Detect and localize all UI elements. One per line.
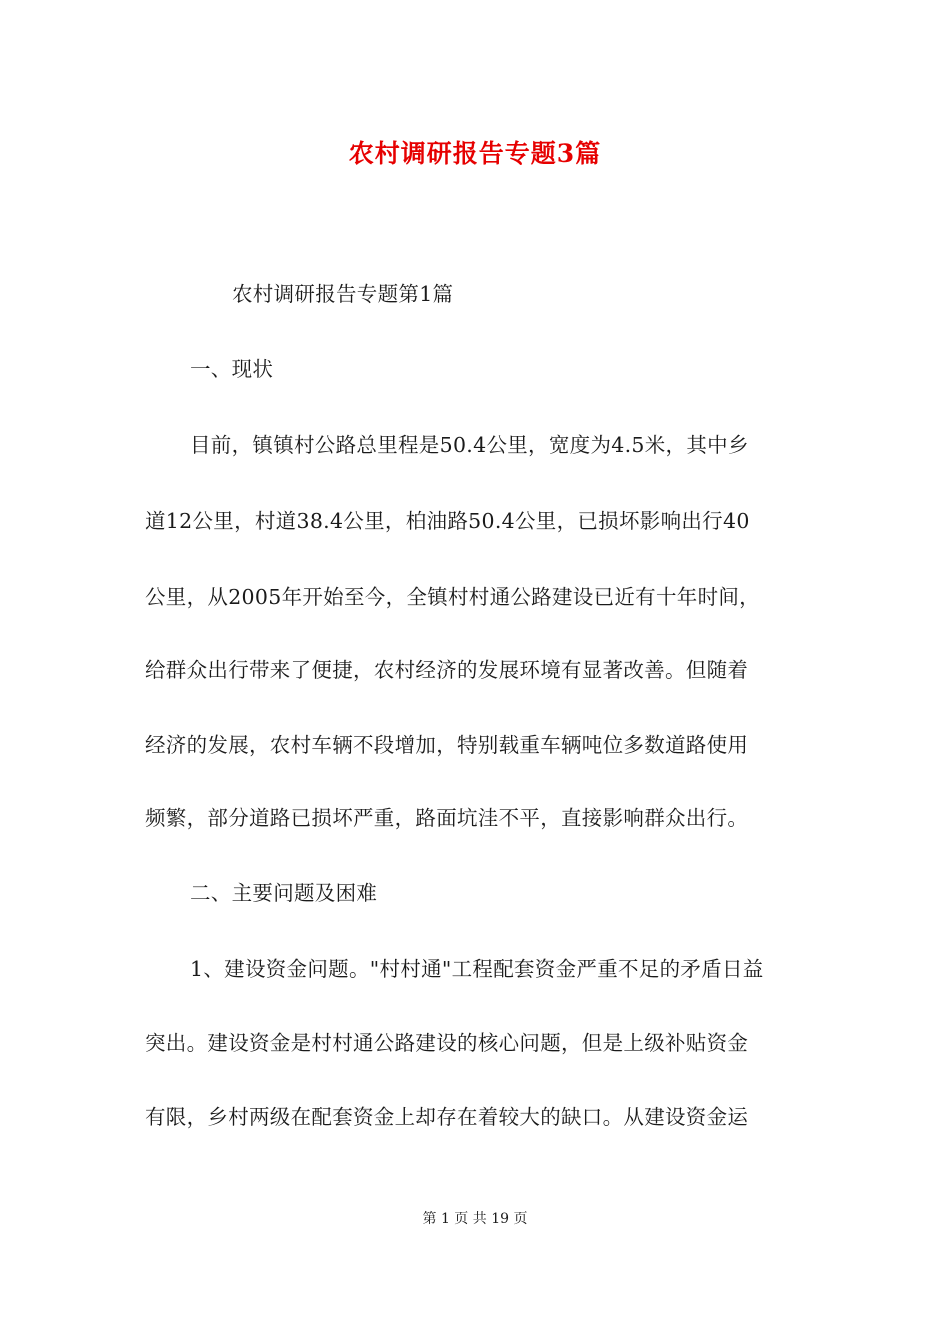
- subsection-heading: 一、现状: [190, 357, 274, 381]
- section-heading: 农村调研报告专题第1篇: [232, 282, 454, 306]
- paragraph-line: 公里，从2005年开始至今，全镇村村通公路建设已近有十年时间，: [145, 585, 760, 609]
- paragraph-line: 突出。建设资金是村村通公路建设的核心问题，但是上级补贴资金: [145, 1031, 749, 1055]
- paragraph-line: 频繁，部分道路已损坏严重，路面坑洼不平，直接影响群众出行。: [145, 806, 749, 830]
- paragraph-line: 1、建设资金问题。"村村通"工程配套资金严重不足的矛盾日益: [190, 957, 764, 981]
- paragraph-line: 经济的发展，农村车辆不段增加，特别载重车辆吨位多数道路使用: [145, 733, 749, 757]
- document-title: 农村调研报告专题3篇: [348, 139, 602, 168]
- subsection-heading: 二、主要问题及困难: [190, 881, 378, 905]
- paragraph-line: 有限，乡村两级在配套资金上却存在着较大的缺口。从建设资金运: [145, 1105, 749, 1129]
- paragraph-line: 给群众出行带来了便捷，农村经济的发展环境有显著改善。但随着: [145, 658, 749, 682]
- paragraph-line: 道12公里，村道38.4公里，柏油路50.4公里，已损坏影响出行40: [145, 509, 750, 533]
- paragraph-line: 目前，镇镇村公路总里程是50.4公里，宽度为4.5米，其中乡: [190, 433, 749, 457]
- page-footer: 第 1 页 共 19 页: [422, 1211, 528, 1227]
